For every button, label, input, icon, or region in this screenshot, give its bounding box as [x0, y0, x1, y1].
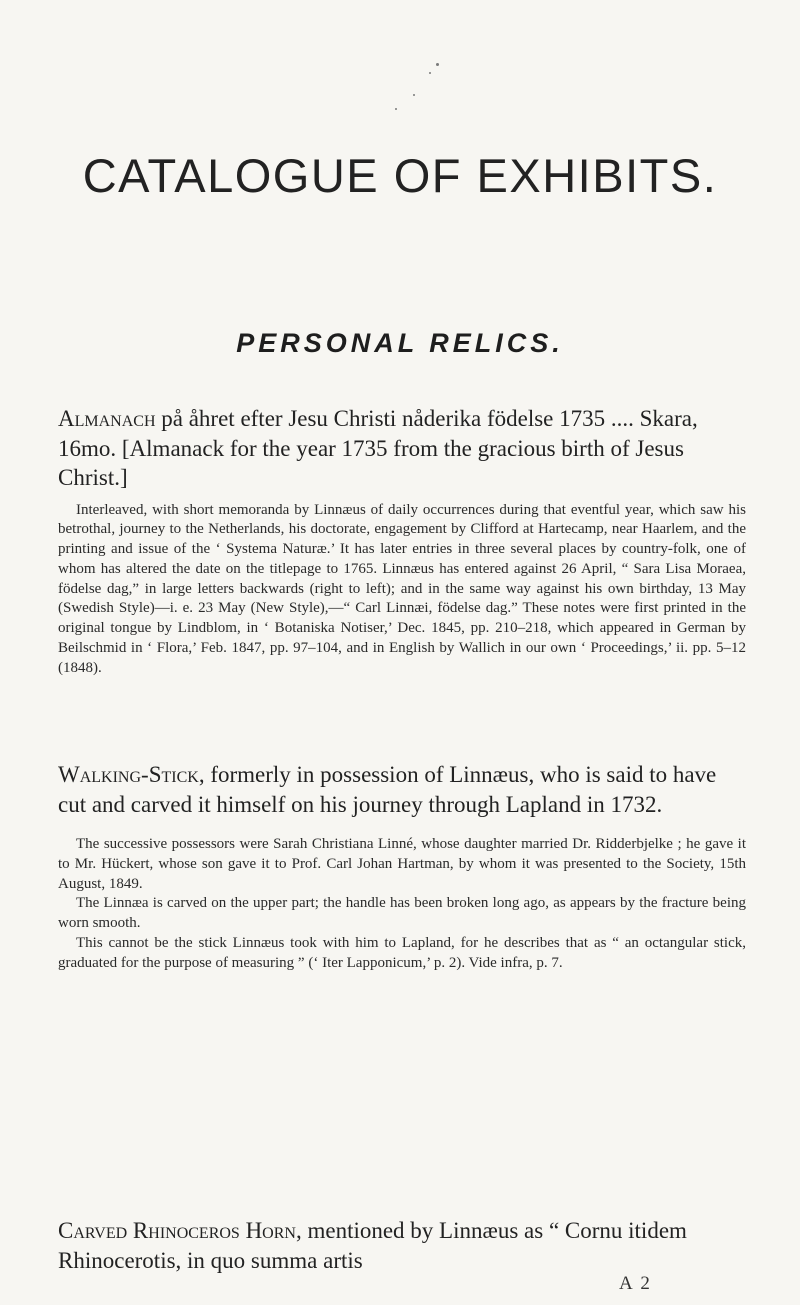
section-heading: PERSONAL RELICS. [236, 328, 564, 358]
ink-speck-mark [395, 108, 397, 110]
entry-walking-stick [58, 760, 746, 974]
entry-description: The Linnæa is carved on the upper part; the handle has been broken long ago, as appears by the fracture being worn smooth. [58, 895, 746, 932]
entry-title-lead: Walking-Stick [58, 762, 199, 787]
ink-speck-mark [436, 63, 439, 66]
entry-title [58, 1216, 746, 1275]
entry-title-text: på åhret efter Jesu Christi nåderika födelse 1735 .... Skara, 16mo. [Almanack for the year 1735 from the gracious birth of Jesus Christ.] [58, 406, 698, 490]
entry-title-lead: Carved Rhinoceros Horn [58, 1218, 296, 1243]
ink-speck-mark [429, 72, 431, 74]
ink-speck-mark [413, 94, 415, 96]
page-title: CATALOGUE OF EXHIBITS. [82, 149, 718, 202]
entry-title [58, 760, 746, 819]
entry-title [58, 404, 746, 493]
entry-title-lead: Almanach [58, 406, 156, 431]
entry-almanach [58, 404, 746, 679]
signature-mark: A 2 [619, 1273, 652, 1294]
entry-description: This cannot be the stick Linnæus took with him to Lapland, for he describes that as “ an octangular stick, graduated for the purpose of measuring ” (‘ Iter Lapponicum,’ p. 2). Vide infra, p. 7. [58, 934, 746, 971]
entry-description: Interleaved, with short memoranda by Linnæus of daily occurrences during that eventful year, which saw his betrothal, journey to the Netherlands, his doctorate, engagement by Clifford at Hartecamp, near Haarlem, and the printing and issue of the ‘ Systema Naturæ.’ It has later entries in three several places by country-folk, one of whom has altered the date on the titlepage to 1765. Linnæus has entered against 26 April, “ Sara Lisa Moraea, födelse dag,” in large letters backwards (right to left); and in the same way against his own birthday, 13 May (Swedish Style)—i. e. 23 May (New Style),—“ Carl Linnæi, födelse dag.” These notes were first printed in the original tongue by Lindblom, in ‘ Botaniska Notiser,’ Dec. 1845, pp. 210–218, which appeared in German by Beilschmid in ‘ Flora,’ Feb. 1847, pp. 97–104, and in English by Wallich in our own ‘ Proceedings,’ ii. pp. 5–12 (1848). [58, 501, 746, 676]
entry-description: The successive possessors were Sarah Christiana Linné, whose daughter married Dr. Ridderbjelke ; he gave it to Mr. Hückert, whose son gave it to Prof. Carl Johan Hartman, by whom it was presented to the Society, 15th August, 1849. [58, 836, 746, 892]
entry-rhinoceros-horn [58, 1216, 746, 1275]
entry-title-text: , mentioned by Linnæus as “ Cornu itidem Rhinocerotis, in quo summa artis [58, 1218, 687, 1273]
entry-title-text: , formerly in possession of Linnæus, who is said to have cut and carved it himself on his journey through Lapland in 1732. [58, 762, 717, 817]
